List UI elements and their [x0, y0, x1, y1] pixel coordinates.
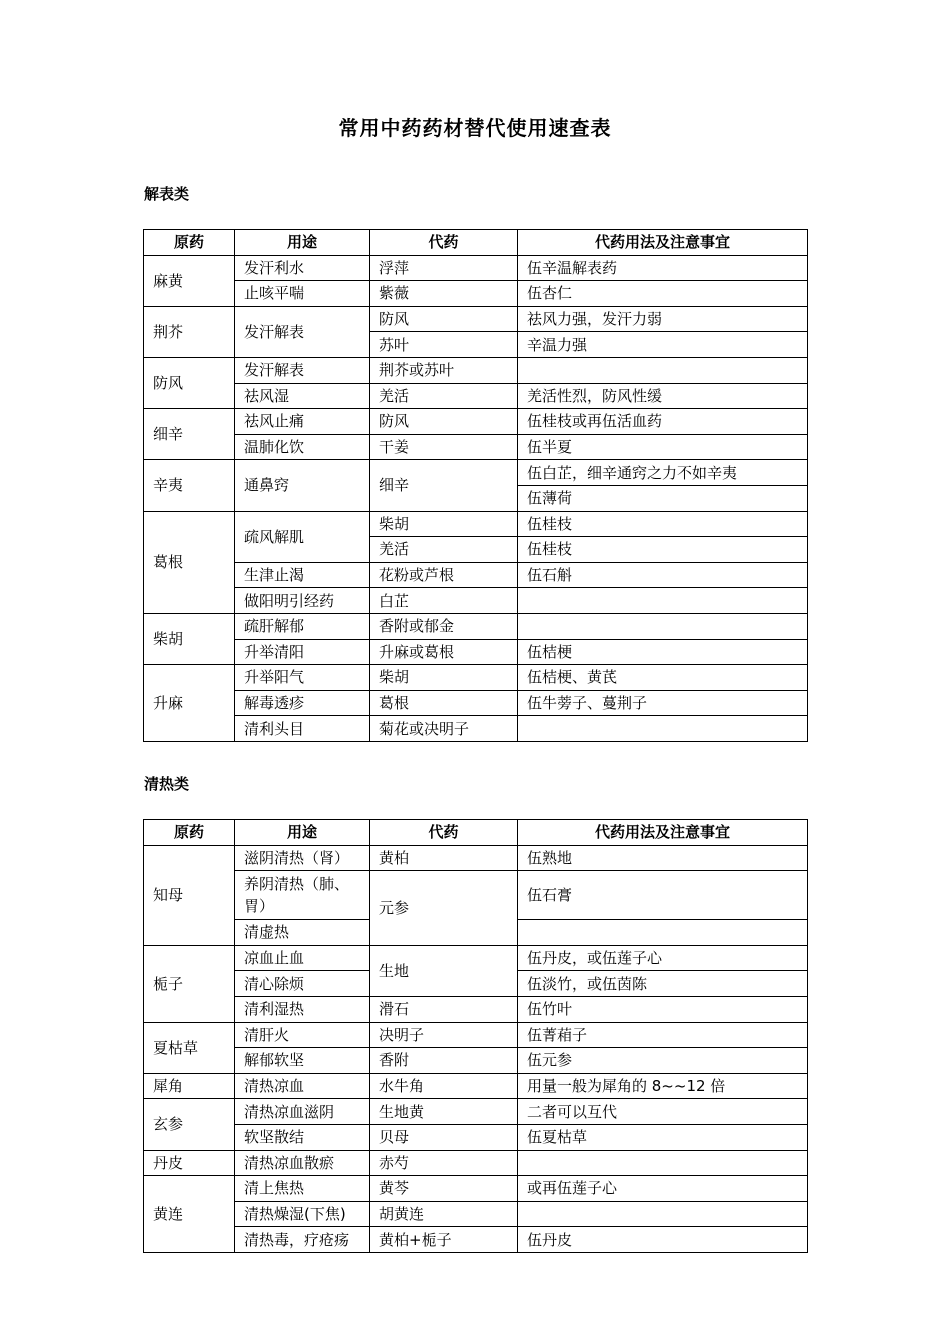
cell-use: 发汗利水 — [235, 255, 370, 281]
cell-use: 升举阳气 — [235, 665, 370, 691]
cell-use: 疏肝解郁 — [235, 613, 370, 639]
cell-substitute: 生地黄 — [370, 1099, 518, 1125]
table-row — [144, 1124, 808, 1150]
cell-substitute: 黄柏 — [370, 845, 518, 871]
cell-substitute: 胡黄连 — [370, 1201, 518, 1227]
cell-substitute: 苏叶 — [370, 332, 518, 358]
cell-use: 温肺化饮 — [235, 434, 370, 460]
cell-original: 升麻 — [144, 665, 235, 742]
cell-notes: 伍丹皮 — [518, 1227, 808, 1253]
cell-use: 做阳明引经药 — [235, 588, 370, 614]
cell-notes: 伍桂枝 — [518, 511, 808, 537]
cell-original: 辛夷 — [144, 460, 235, 511]
cell-notes: 伍淡竹，或伍茵陈 — [518, 971, 808, 997]
cell-substitute: 元参 — [370, 871, 518, 946]
cell-substitute: 羌活 — [370, 383, 518, 409]
table-row — [144, 845, 808, 871]
cell-use: 解郁软坚 — [235, 1048, 370, 1074]
table-row — [144, 996, 808, 1022]
cell-notes: 羌活性烈，防风性缓 — [518, 383, 808, 409]
cell-substitute: 防风 — [370, 409, 518, 435]
header-substitute: 代药 — [370, 230, 518, 256]
cell-use: 清热凉血 — [235, 1073, 370, 1099]
cell-substitute: 滑石 — [370, 996, 518, 1022]
cell-notes — [518, 613, 808, 639]
cell-notes: 或再伍莲子心 — [518, 1176, 808, 1202]
cell-original: 犀角 — [144, 1073, 235, 1099]
table-row — [144, 357, 808, 383]
table-row — [144, 1099, 808, 1125]
cell-substitute: 细辛 — [370, 460, 518, 511]
cell-original: 黄连 — [144, 1176, 235, 1253]
cell-use: 滋阴清热（肾） — [235, 845, 370, 871]
cell-original: 荆芥 — [144, 306, 235, 357]
cell-notes: 祛风力强，发汗力弱 — [518, 306, 808, 332]
header-original: 原药 — [144, 230, 235, 256]
cell-use: 清利头目 — [235, 716, 370, 742]
cell-notes: 伍熟地 — [518, 845, 808, 871]
cell-use: 通鼻窍 — [235, 460, 370, 511]
cell-notes: 伍桂枝 — [518, 537, 808, 563]
cell-substitute: 紫薇 — [370, 281, 518, 307]
cell-use: 清热凉血滋阴 — [235, 1099, 370, 1125]
table-row — [144, 871, 808, 920]
table-row — [144, 1227, 808, 1253]
header-original: 原药 — [144, 820, 235, 846]
cell-use: 祛风湿 — [235, 383, 370, 409]
cell-notes: 伍薄荷 — [518, 485, 808, 511]
table-row — [144, 1048, 808, 1074]
cell-use: 祛风止痛 — [235, 409, 370, 435]
cell-substitute: 干姜 — [370, 434, 518, 460]
cell-original: 丹皮 — [144, 1150, 235, 1176]
cell-original: 防风 — [144, 357, 235, 408]
cell-notes: 用量一般为犀角的 8~~12 倍 — [518, 1073, 808, 1099]
cell-use: 凉血止血 — [235, 945, 370, 971]
table-row — [144, 588, 808, 614]
cell-substitute: 葛根 — [370, 690, 518, 716]
cell-notes: 伍牛蒡子、蔓荆子 — [518, 690, 808, 716]
cell-use: 发汗解表 — [235, 306, 370, 357]
cell-use: 清热燥湿(下焦) — [235, 1201, 370, 1227]
cell-use: 清热毒，疗疮疡 — [235, 1227, 370, 1253]
table-row — [144, 1022, 808, 1048]
cell-use: 清肝火 — [235, 1022, 370, 1048]
cell-original: 细辛 — [144, 409, 235, 460]
cell-substitute: 贝母 — [370, 1124, 518, 1150]
table-row — [144, 945, 808, 971]
cell-notes: 伍桔梗 — [518, 639, 808, 665]
table-row — [144, 1176, 808, 1202]
table-row — [144, 383, 808, 409]
cell-notes — [518, 357, 808, 383]
cell-substitute: 香附或郁金 — [370, 613, 518, 639]
section-title-jiebiao: 解表类 — [144, 185, 190, 203]
cell-substitute: 白芷 — [370, 588, 518, 614]
table-qingre — [143, 819, 808, 1253]
cell-notes: 二者可以互代 — [518, 1099, 808, 1125]
cell-substitute: 柴胡 — [370, 665, 518, 691]
cell-use: 止咳平喘 — [235, 281, 370, 307]
table-row — [144, 562, 808, 588]
cell-use: 清热凉血散瘀 — [235, 1150, 370, 1176]
cell-substitute: 柴胡 — [370, 511, 518, 537]
cell-notes — [518, 1150, 808, 1176]
cell-substitute: 水牛角 — [370, 1073, 518, 1099]
cell-original: 玄参 — [144, 1099, 235, 1150]
cell-notes: 伍夏枯草 — [518, 1124, 808, 1150]
cell-notes: 伍菁葙子 — [518, 1022, 808, 1048]
header-use: 用途 — [235, 820, 370, 846]
cell-original: 麻黄 — [144, 255, 235, 306]
table-row — [144, 281, 808, 307]
header-substitute: 代药 — [370, 820, 518, 846]
cell-use: 清虚热 — [235, 920, 370, 946]
cell-original: 葛根 — [144, 511, 235, 613]
cell-original: 知母 — [144, 845, 235, 945]
cell-use: 解毒透疹 — [235, 690, 370, 716]
cell-substitute: 荆芥或苏叶 — [370, 357, 518, 383]
cell-substitute: 决明子 — [370, 1022, 518, 1048]
cell-use: 清上焦热 — [235, 1176, 370, 1202]
cell-notes: 伍辛温解表药 — [518, 255, 808, 281]
cell-use: 疏风解肌 — [235, 511, 370, 562]
cell-notes: 伍元参 — [518, 1048, 808, 1074]
cell-notes — [518, 588, 808, 614]
cell-notes: 伍竹叶 — [518, 996, 808, 1022]
table-row — [144, 613, 808, 639]
table-row — [144, 665, 808, 691]
cell-use: 软坚散结 — [235, 1124, 370, 1150]
cell-substitute: 香附 — [370, 1048, 518, 1074]
cell-use: 清心除烦 — [235, 971, 370, 997]
cell-notes — [518, 920, 808, 946]
header-use: 用途 — [235, 230, 370, 256]
cell-substitute: 生地 — [370, 945, 518, 996]
cell-substitute: 防风 — [370, 306, 518, 332]
cell-substitute: 黄芩 — [370, 1176, 518, 1202]
cell-notes: 伍杏仁 — [518, 281, 808, 307]
cell-original: 柴胡 — [144, 613, 235, 664]
table-row — [144, 1150, 808, 1176]
cell-substitute: 羌活 — [370, 537, 518, 563]
table-row — [144, 460, 808, 486]
cell-substitute: 赤芍 — [370, 1150, 518, 1176]
table-jiebiao — [143, 229, 808, 742]
cell-original: 栀子 — [144, 945, 235, 1022]
table-row — [144, 434, 808, 460]
cell-substitute: 花粉或芦根 — [370, 562, 518, 588]
cell-substitute: 菊花或决明子 — [370, 716, 518, 742]
table-row — [144, 511, 808, 537]
page-title: 常用中药药材替代使用速查表 — [338, 116, 612, 140]
table-row — [144, 306, 808, 332]
cell-substitute: 升麻或葛根 — [370, 639, 518, 665]
table-header-row — [144, 230, 808, 256]
cell-notes: 伍桔梗、黄芪 — [518, 665, 808, 691]
cell-notes: 伍半夏 — [518, 434, 808, 460]
table-row — [144, 1201, 808, 1227]
header-notes: 代药用法及注意事宜 — [518, 230, 808, 256]
cell-notes: 伍白芷，细辛通窍之力不如辛夷 — [518, 460, 808, 486]
table-row — [144, 409, 808, 435]
cell-notes: 伍丹皮，或伍莲子心 — [518, 945, 808, 971]
cell-use: 生津止渴 — [235, 562, 370, 588]
cell-notes — [518, 1201, 808, 1227]
table-row — [144, 255, 808, 281]
cell-substitute: 黄柏+栀子 — [370, 1227, 518, 1253]
table-row — [144, 716, 808, 742]
cell-notes: 伍桂枝或再伍活血药 — [518, 409, 808, 435]
cell-use: 升举清阳 — [235, 639, 370, 665]
section-title-qingre: 清热类 — [144, 775, 190, 793]
cell-use: 发汗解表 — [235, 357, 370, 383]
table-row — [144, 639, 808, 665]
cell-notes: 伍石膏 — [518, 871, 808, 920]
cell-substitute: 浮萍 — [370, 255, 518, 281]
table-row — [144, 1073, 808, 1099]
table-row — [144, 690, 808, 716]
cell-notes: 伍石斛 — [518, 562, 808, 588]
cell-use: 清利湿热 — [235, 996, 370, 1022]
table-header-row — [144, 820, 808, 846]
cell-notes: 辛温力强 — [518, 332, 808, 358]
header-notes: 代药用法及注意事宜 — [518, 820, 808, 846]
cell-notes — [518, 716, 808, 742]
cell-original: 夏枯草 — [144, 1022, 235, 1073]
cell-use: 养阴清热（肺、胃） — [235, 871, 370, 920]
